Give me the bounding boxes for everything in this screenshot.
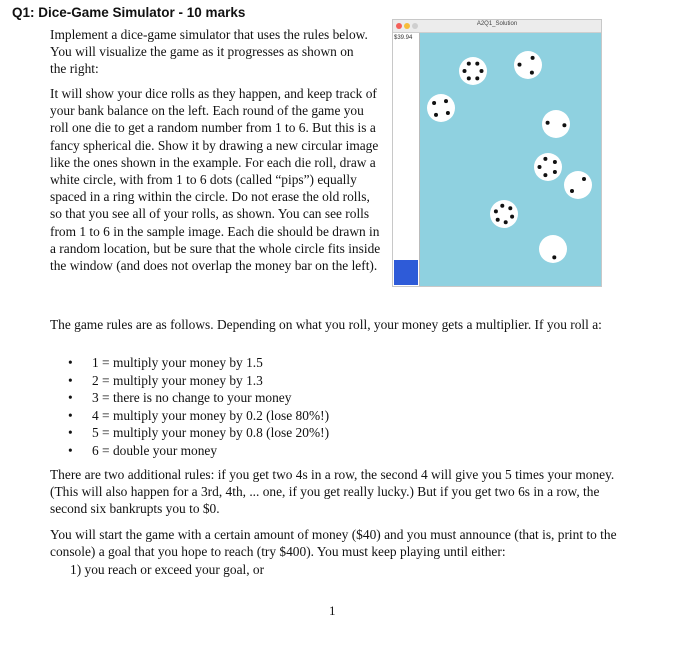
bullet-icon: • bbox=[68, 407, 73, 423]
die-pip bbox=[496, 218, 500, 222]
die-pip bbox=[530, 71, 534, 75]
tracking-paragraph: It will show your dice rolls as they happen, and keep track of your bank balance on the left. Each round of the game you roll one die to get a random number from 1 to 6. But this is a fancy spherical die. Show it by drawing a new circular image like the ones shown in the example. For each die roll, draw a white circle, with from 1 to 6 dots (called “pips”) equally spaced in a ring within the circle. Do not erase the old rolls, so that you see all of your rolls, as shown. You can see rolls from 1 to 6 in the sample image. Each die should be drawn in a random location, but be sure that the whole circle fits inside the window (and does not overlap the money bar on the left). bbox=[50, 86, 381, 274]
bullet-icon: • bbox=[68, 372, 73, 388]
die-pip bbox=[510, 215, 514, 219]
die-pip bbox=[531, 56, 535, 60]
simulator-window bbox=[392, 19, 602, 287]
die-pip bbox=[463, 69, 467, 73]
die bbox=[542, 110, 570, 138]
die-pip bbox=[582, 177, 586, 181]
die-circle bbox=[427, 94, 455, 122]
rule-item bbox=[68, 424, 329, 442]
intro-paragraph: Implement a dice-game simulator that uses the rules below. You will visualize the game as it progresses as shown on the right: bbox=[50, 27, 368, 77]
stop-condition-item: 1) you reach or exceed your goal, or bbox=[70, 562, 265, 577]
die-pip bbox=[446, 111, 450, 115]
rule-text: 2 = multiply your money by 1.3 bbox=[92, 372, 263, 388]
die-pip bbox=[508, 206, 512, 210]
die bbox=[564, 171, 592, 199]
die-pip bbox=[546, 121, 550, 125]
die-pip bbox=[480, 69, 484, 73]
die bbox=[514, 51, 542, 79]
window-title: A2Q1_Solution bbox=[476, 21, 518, 27]
die-pip bbox=[543, 173, 547, 177]
die-pip bbox=[552, 255, 556, 259]
rule-text: 5 = multiply your money by 0.8 (lose 20%!) bbox=[92, 425, 330, 440]
die-pip bbox=[494, 209, 498, 213]
bullet-icon: • bbox=[68, 355, 73, 370]
die-pip bbox=[538, 165, 542, 169]
die-pip bbox=[543, 157, 547, 161]
rules-list bbox=[68, 354, 329, 459]
die-pip bbox=[553, 160, 557, 164]
page-number: 1 bbox=[329, 603, 336, 618]
rule-item bbox=[68, 442, 329, 460]
die-circle bbox=[564, 171, 592, 199]
die-pip bbox=[504, 220, 508, 224]
die bbox=[427, 94, 455, 122]
die-pip bbox=[475, 76, 479, 80]
die-pip bbox=[444, 99, 448, 103]
die-pip bbox=[500, 204, 504, 208]
die-circle bbox=[490, 200, 518, 228]
bullet-icon: • bbox=[68, 390, 73, 405]
die-pip bbox=[518, 63, 522, 67]
rules-intro-paragraph: The game rules are as follows. Depending on what you roll, your money gets a multiplier. If you roll a: bbox=[50, 317, 602, 332]
dice-canvas bbox=[393, 20, 601, 286]
die bbox=[539, 235, 567, 263]
die-pip bbox=[432, 101, 436, 105]
bullet-icon: • bbox=[68, 442, 73, 458]
rule-item bbox=[68, 407, 329, 425]
die-pip bbox=[553, 170, 557, 174]
rule-item bbox=[68, 372, 329, 390]
money-balance-label: $39.94 bbox=[394, 35, 413, 41]
die-pip bbox=[562, 123, 566, 127]
extra-rules-paragraph: There are two additional rules: if you get two 4s in a row, the second 4 will give you 5 times your money. (This will also happen for a 3rd, 4th, ... one, if you get really lucky.) But if you get two 6s in a row, the second six bankrupts you to $0. bbox=[50, 467, 615, 517]
die bbox=[490, 200, 518, 228]
rule-item bbox=[68, 389, 329, 407]
die-pip bbox=[475, 62, 479, 66]
die bbox=[534, 153, 562, 181]
question-title: Q1: Dice-Game Simulator - 10 marks bbox=[12, 5, 246, 20]
rule-text: 6 = double your money bbox=[92, 442, 218, 458]
rule-text: 1 = multiply your money by 1.5 bbox=[92, 355, 263, 370]
die-pip bbox=[570, 189, 574, 193]
rule-text: 4 = multiply your money by 0.2 (lose 80%!) bbox=[92, 407, 330, 423]
die bbox=[459, 57, 487, 85]
die-pip bbox=[434, 113, 438, 117]
rule-item bbox=[68, 354, 329, 372]
bullet-icon: • bbox=[68, 425, 73, 440]
die-pip bbox=[467, 62, 471, 66]
die-pip bbox=[467, 76, 471, 80]
rule-text: 3 = there is no change to your money bbox=[92, 390, 292, 405]
start-paragraph: You will start the game with a certain amount of money ($40) and you must announce (that is, print to the console) a goal that you hope to reach (try $400). You must keep playing until either: bbox=[50, 527, 617, 560]
